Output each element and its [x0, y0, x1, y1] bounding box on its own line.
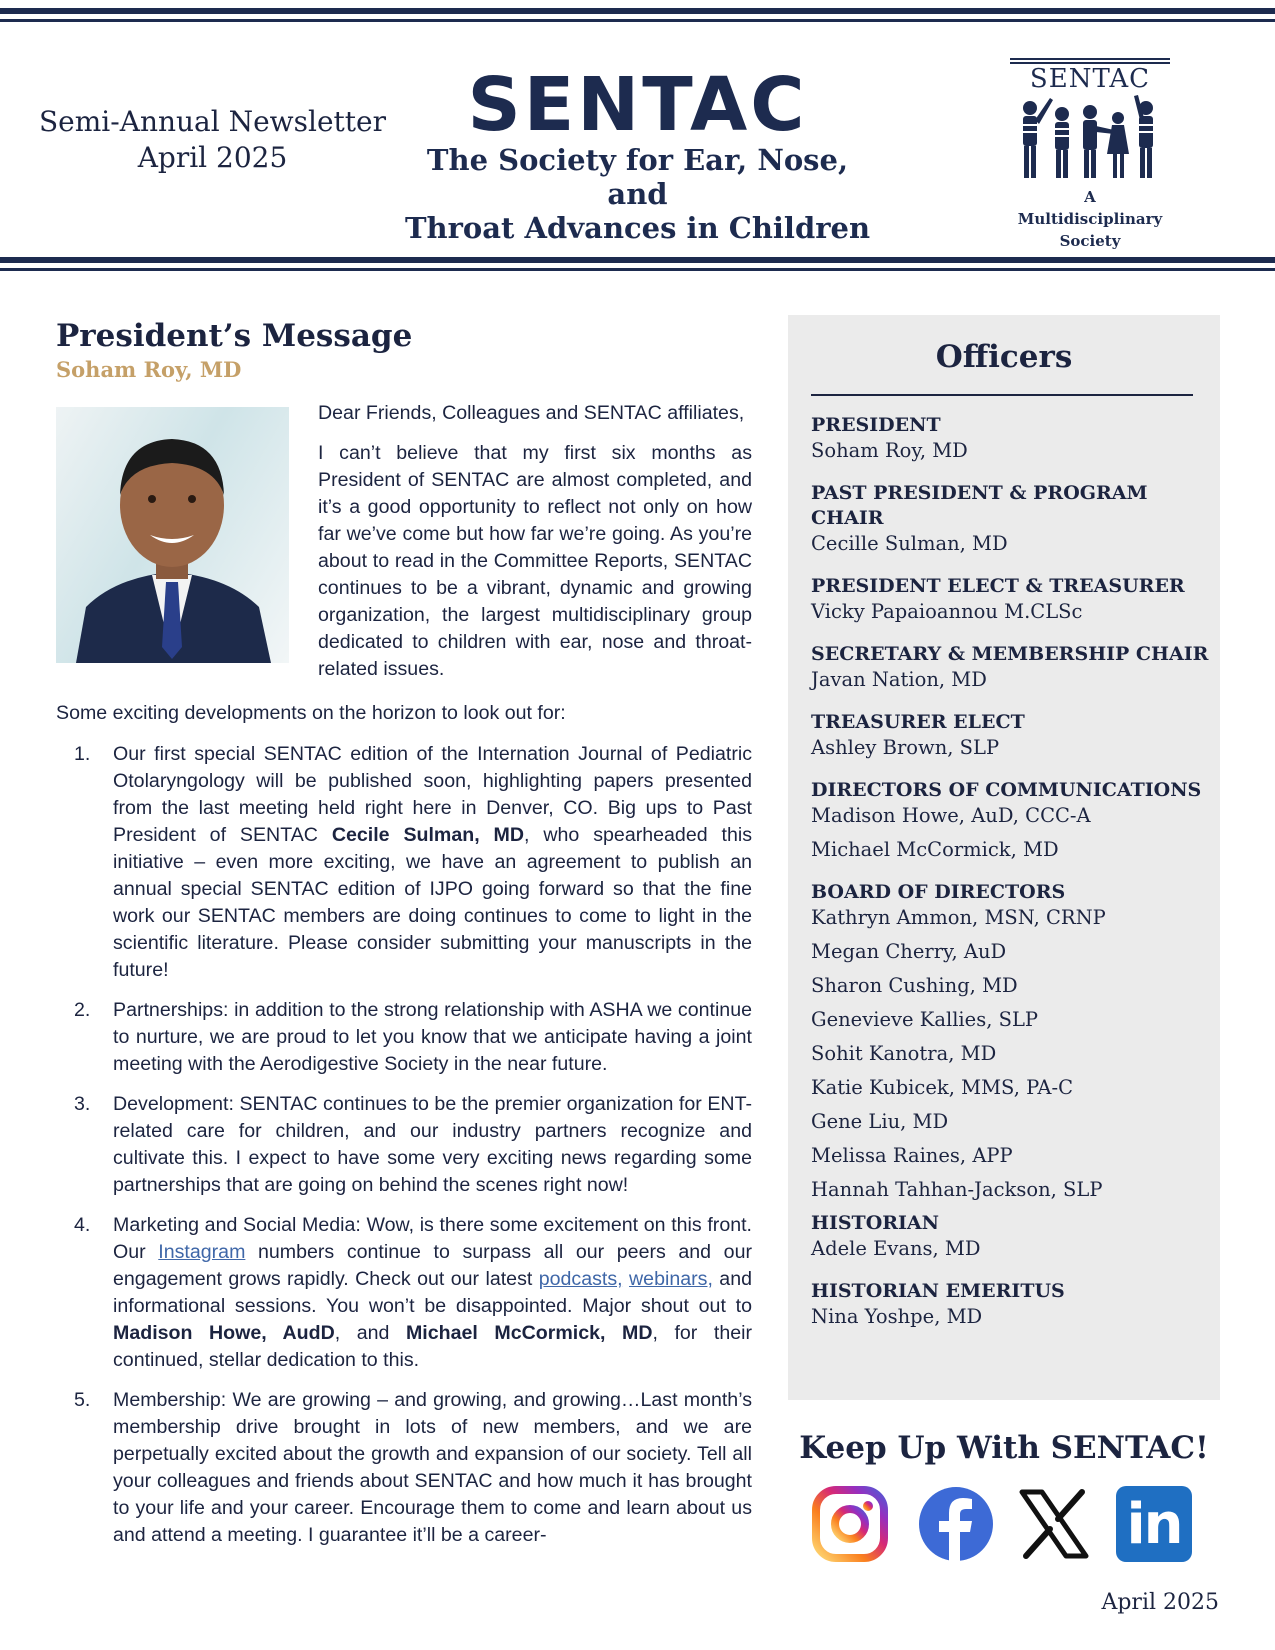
- newsletter-date: April 2025: [137, 141, 288, 174]
- officers-panel: [788, 315, 1220, 1400]
- officer-name: Melissa Raines, APP: [811, 1144, 1013, 1167]
- presidents-message-title: President’s Message: [56, 318, 413, 354]
- list-item: 5. Membership: We are growing – and growing, and growing…Last month’s membership drive brought in lots of new members, and we are perpetually excited about the growth and expansion of our society. Tell all your colleagues and friends about SENTAC and how much it has brought to your life and your career. Encourage them to come and learn about us and attend a meeting. I guarantee it’ll be a career-: [74, 1389, 752, 1546]
- list-item: 3. Development: SENTAC continues to be the premier organization for ENT-related care for children, and our industry partners recognize and cultivate this. I expect to have some very exciting news regarding some partnerships that are going on behind the scenes right now!: [74, 1093, 752, 1196]
- officer-name: Javan Nation, MD: [811, 668, 987, 691]
- officer-name: Soham Roy, MD: [811, 439, 968, 462]
- officer-name: Michael McCormick, MD: [811, 838, 1059, 861]
- officer-role: HISTORIAN: [811, 1212, 940, 1234]
- presidents-message-intro: [318, 400, 752, 696]
- presidents-message-author: Soham Roy, MD: [56, 357, 242, 382]
- org-full-name: The Society for Ear, Nose, and Throat Advances in Children: [404, 143, 871, 245]
- list-item: 4. Marketing and Social Media: Wow, is there some excitement on this front. Our Instagram numbers continue to surpass all our peers and our engagement grows rapidly. Check out our latest podcasts, webinars, and informational sessions. You won’t be disappointed. Major shout out to Madison Howe, AudD, and Michael McCormick, MD, for their continued, stellar dedication to this.: [74, 1214, 752, 1371]
- officer-name: Sohit Kanotra, MD: [811, 1042, 997, 1065]
- officer-name: Vicky Papaioannou M.CLSc: [811, 600, 1083, 623]
- linkedin-icon[interactable]: in: [1116, 1486, 1192, 1562]
- x-icon[interactable]: [1016, 1486, 1092, 1562]
- list-item: 1. Our first special SENTAC edition of the Internation Journal of Pediatric Otolaryngology will be published soon, highlighting papers presented from the last meeting held right here in Denver, CO. Big ups to Past President of SENTAC Cecile Sulman, MD, who spearheaded this initiative – even more exciting, we have an agreement to publish an annual special SENTAC edition of IJPO going forward so that the fine work our SENTAC members are doing continues to come to light in the scientific literature. Please consider submitting your manuscripts in the future!: [74, 743, 753, 981]
- developments-lead: Some exciting developments on the horizon to look out for:: [56, 702, 566, 724]
- officer-role: TREASURER ELECT: [811, 711, 1025, 733]
- officer-name: Katie Kubicek, MMS, PA-C: [811, 1076, 1074, 1099]
- footer-date: April 2025: [1101, 1590, 1219, 1615]
- officer-role: CHAIR: [811, 507, 884, 529]
- list-item: 2. Partnerships: in addition to the strong relationship with ASHA we continue to nurture, we are proud to let you know that we anticipate having a joint meeting with the Aerodigestive Society in the near future.: [74, 999, 752, 1075]
- newsletter-type: Semi-Annual Newsletter: [39, 105, 386, 138]
- officer-role: SECRETARY & MEMBERSHIP CHAIR: [811, 643, 1209, 665]
- logo-title: SENTAC: [1029, 64, 1151, 94]
- social-heading: Keep Up With SENTAC!: [799, 1430, 1209, 1466]
- officer-role: PRESIDENT ELECT & TREASURER: [811, 575, 1185, 597]
- officer-name: Kathryn Ammon, MSN, CRNP: [811, 906, 1106, 929]
- officer-name: Nina Yoshpe, MD: [811, 1305, 983, 1328]
- president-photo: [56, 407, 289, 663]
- salutation: Dear Friends, Colleagues and SENTAC affiliates,: [318, 402, 745, 424]
- top-rule-thick: [0, 8, 1275, 14]
- header-rule-thin: [0, 268, 1275, 271]
- officers-title: Officers: [935, 339, 1073, 375]
- officer-role: BOARD OF DIRECTORS: [811, 881, 1066, 903]
- sentac-logo: [1010, 58, 1180, 250]
- officers-list: [811, 413, 1211, 1329]
- officer-name: Madison Howe, AuD, CCC-A: [811, 804, 1091, 827]
- officer-name: Gene Liu, MD: [811, 1110, 949, 1133]
- officer-name: Megan Cherry, AuD: [811, 940, 1007, 963]
- facebook-icon[interactable]: [918, 1486, 994, 1562]
- org-acronym: SENTAC: [467, 62, 808, 148]
- officer-role: PRESIDENT: [811, 414, 941, 436]
- officer-name: Ashley Brown, SLP: [811, 736, 1000, 759]
- officer-role: DIRECTORS OF COMMUNICATIONS: [811, 779, 1202, 801]
- instagram-link[interactable]: Instagram: [158, 1241, 246, 1263]
- header-rule-thick: [0, 257, 1275, 263]
- newsletter-edition: [20, 104, 405, 176]
- top-rule-thin: [0, 19, 1275, 22]
- officer-role: HISTORIAN EMERITUS: [811, 1280, 1065, 1302]
- podcasts-link[interactable]: podcasts,: [538, 1268, 623, 1290]
- officer-name: Sharon Cushing, MD: [811, 974, 1018, 997]
- intro-paragraph: I can’t believe that my first six months as President of SENTAC are almost completed, and it’s a good opportunity to reflect not only on how far we’ve come but how far we’re going. As you’re about to read in the Committee Reports, SENTAC continues to be a vibrant, dynamic and growing organization, the largest multidisciplinary group dedicated to children with ear, nose and throat-related issues.: [318, 442, 752, 680]
- officers-divider: [811, 394, 1193, 396]
- children-silhouettes-icon: [1010, 94, 1170, 184]
- officer-role: PAST PRESIDENT & PROGRAM: [811, 482, 1148, 504]
- webinars-link[interactable]: webinars,: [629, 1268, 713, 1290]
- developments-list: [56, 741, 752, 1562]
- instagram-icon[interactable]: [812, 1486, 888, 1562]
- officer-name: Genevieve Kallies, SLP: [811, 1008, 1039, 1031]
- officer-name: Adele Evans, MD: [811, 1237, 981, 1260]
- logo-subtitle: A Multidisciplinary Society: [1017, 188, 1163, 250]
- officer-name: Hannah Tahhan-Jackson, SLP: [811, 1178, 1103, 1201]
- officer-name: Cecille Sulman, MD: [811, 532, 1008, 555]
